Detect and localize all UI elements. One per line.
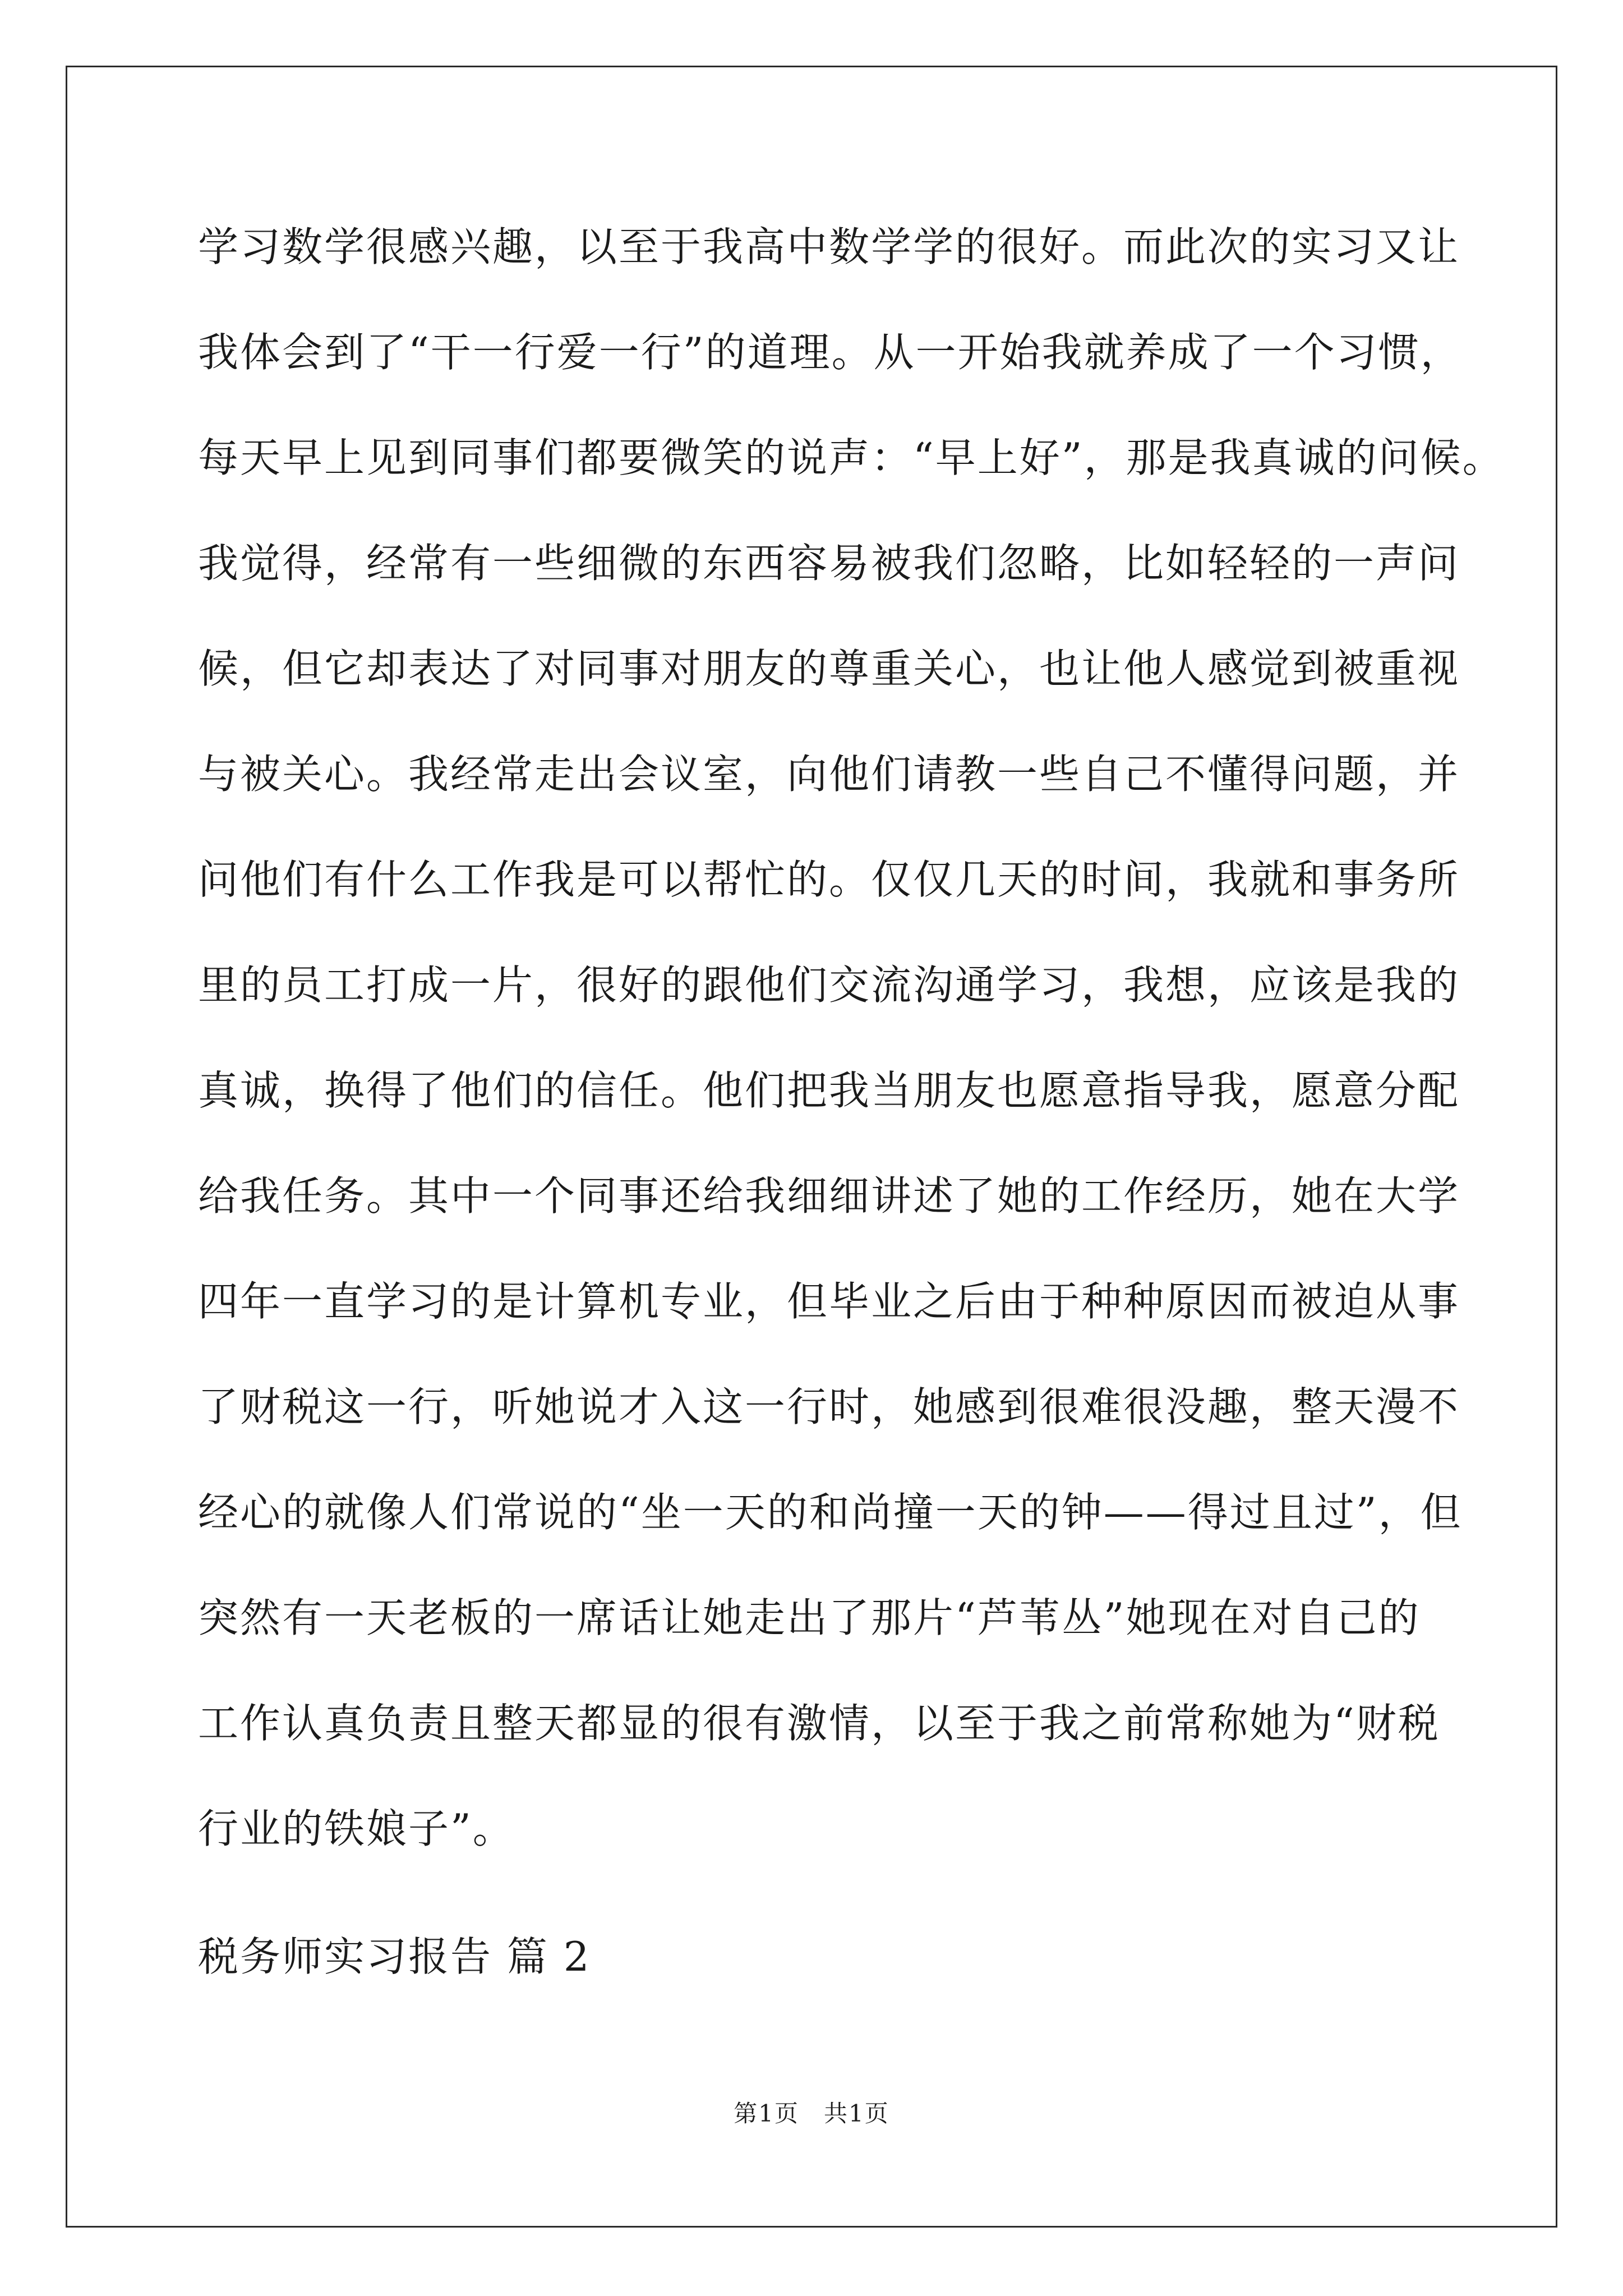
text-line: 工作认真负责且整天都显的很有激情，以至于我之前常称她为“财税 <box>198 1700 1440 1747</box>
text-line: 我体会到了“干一行爱一行”的道理。从一开始我就养成了一个习惯， <box>198 329 1463 376</box>
text-line: 里的员工打成一片，很好的跟他们交流沟通学习，我想，应该是我的 <box>198 961 1460 1009</box>
text-line: 与被关心。我经常走出会议室，向他们请教一些自己不懂得问题，并 <box>198 751 1460 798</box>
body-paragraph <box>198 213 1505 1901</box>
text-line: 我觉得，经常有一些细微的东西容易被我们忽略，比如轻轻的一声问 <box>198 540 1460 587</box>
page-number-footer: 第1页 共1页 <box>734 2100 889 2127</box>
text-line: 学习数学很感兴趣，以至于我高中数学学的很好。而此次的实习又让 <box>198 223 1460 270</box>
text-line: 四年一直学习的是计算机专业，但毕业之后由于种种原因而被迫从事 <box>198 1278 1460 1325</box>
text-line: 给我任务。其中一个同事还给我细细讲述了她的工作经历，她在大学 <box>198 1172 1460 1220</box>
text-line: 经心的就像人们常说的“坐一天的和尚撞一天的钟——得过且过”，但 <box>198 1489 1463 1536</box>
text-line: 行业的铁娘子”。 <box>198 1805 515 1852</box>
text-line: 每天早上见到同事们都要微笑的说声：“早上好”，那是我真诚的问候。 <box>198 434 1505 481</box>
text-line: 候，但它却表达了对同事对朋友的尊重关心，也让他人感觉到被重视 <box>198 645 1460 692</box>
section-heading: 税务师实习报告 篇 2 <box>198 1933 591 1980</box>
text-line: 问他们有什么工作我是可以帮忙的。仅仅几天的时间，我就和事务所 <box>198 856 1460 903</box>
text-line: 真诚，换得了他们的信任。他们把我当朋友也愿意指导我，愿意分配 <box>198 1067 1460 1114</box>
text-line: 了财税这一行，听她说才入这一行时，她感到很难很没趣，整天漫不 <box>198 1383 1460 1430</box>
text-line: 突然有一天老板的一席话让她走出了那片“芦苇丛”她现在对自己的 <box>198 1594 1421 1641</box>
